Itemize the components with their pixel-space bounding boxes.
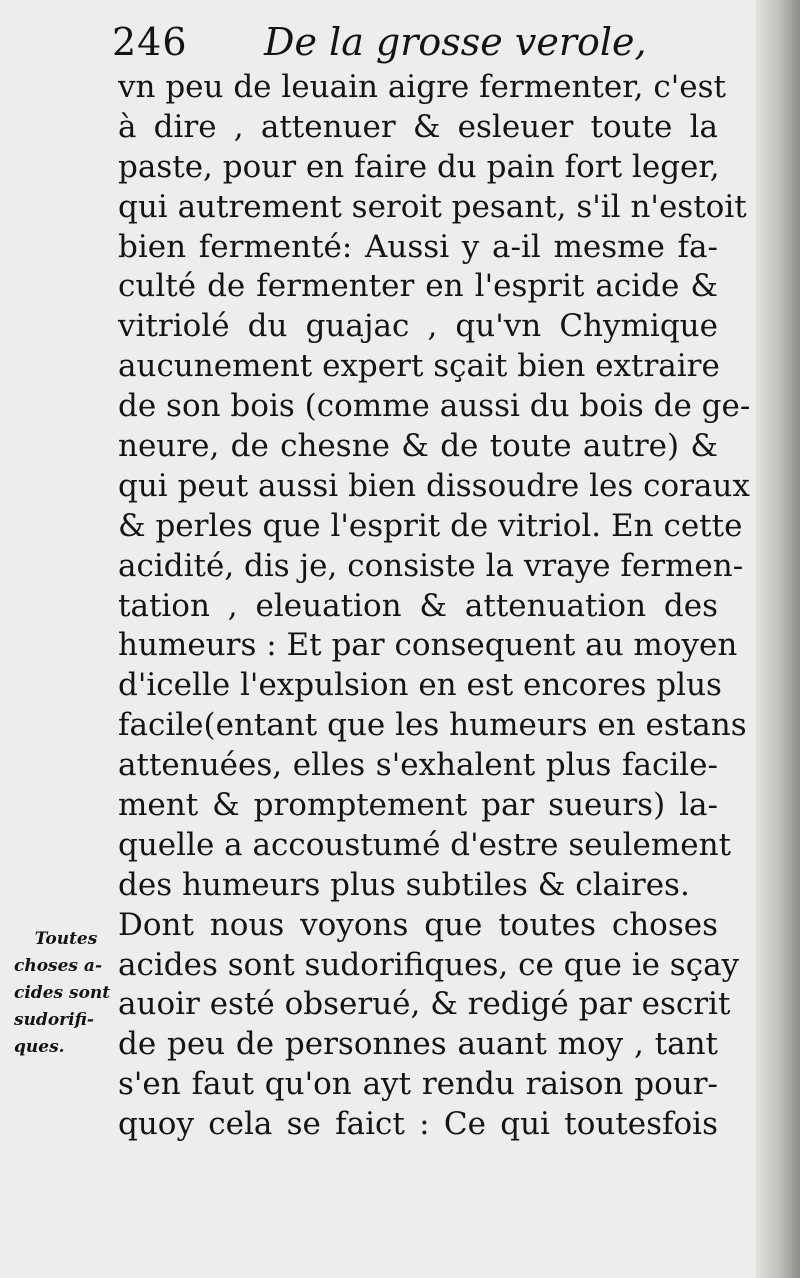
text-line: quoy cela se faict : Ce qui toutesfois <box>118 1106 718 1143</box>
text-line: paste, pour en faire du pain fort leger, <box>118 148 720 185</box>
text-line: facile(entant que les humeurs en estans <box>118 707 747 744</box>
text-line: quelle a accoustumé d'estre seulement <box>118 826 732 863</box>
page-gutter-shadow <box>756 0 800 1278</box>
text-line: ment & promptement par sueurs) la- <box>118 787 718 824</box>
body-text <box>118 68 751 1145</box>
marginal-note-line: ques. <box>14 1037 65 1057</box>
marginal-note <box>14 926 118 1061</box>
text-line: qui autrement seroit pesant, s'il n'estoit <box>118 188 747 225</box>
text-line: attenuées, elles s'exhalent plus facile- <box>118 747 718 784</box>
marginal-note-line: Toutes <box>34 929 98 949</box>
marginal-note-line: sudorifi- <box>14 1010 94 1030</box>
text-line: d'icelle l'expulsion en est encores plus <box>118 667 722 704</box>
text-line: Dont nous voyons que toutes choses <box>118 906 718 943</box>
text-line: bien fermenté: Aussi y a-il mesme fa- <box>118 228 718 265</box>
text-line: neure, de chesne & de toute autre) & <box>118 428 718 465</box>
text-line: tation , eleuation & attenuation des <box>118 587 718 624</box>
text-line: à dire , attenuer & esleuer toute la <box>118 108 718 145</box>
text-line: s'en faut qu'on ayt rendu raison pour- <box>118 1066 718 1103</box>
text-line: de son bois (comme aussi du bois de ge- <box>118 388 751 425</box>
text-line: vitriolé du guajac , qu'vn Chymique <box>118 308 718 345</box>
text-line: humeurs : Et par consequent au moyen <box>118 627 738 664</box>
text-line: acides sont sudorifiques, ce que ie sçay <box>118 946 740 983</box>
text-line: de peu de personnes auant moy , tant <box>118 1026 718 1063</box>
text-line: auoir esté obserué, & redigé par escrit <box>118 986 731 1023</box>
text-line: qui peut aussi bien dissoudre les coraux <box>118 467 750 504</box>
marginal-note-line: choses a- <box>14 956 102 976</box>
page-number: 246 <box>112 20 188 64</box>
text-line: acidité, dis je, consiste la vraye fermen- <box>118 547 744 584</box>
text-line: des humeurs plus subtiles & claires. <box>118 866 690 903</box>
running-title: De la grosse verole, <box>264 20 647 64</box>
text-line: culté de fermenter en l'esprit acide & <box>118 268 718 305</box>
marginal-note-line: cides sont <box>14 983 111 1003</box>
page-header <box>112 12 712 72</box>
text-line: aucunement expert sçait bien extraire <box>118 348 720 385</box>
text-line: vn peu de leuain aigre fermenter, c'est <box>118 69 726 105</box>
text-line: & perles que l'esprit de vitriol. En cette <box>118 507 743 544</box>
